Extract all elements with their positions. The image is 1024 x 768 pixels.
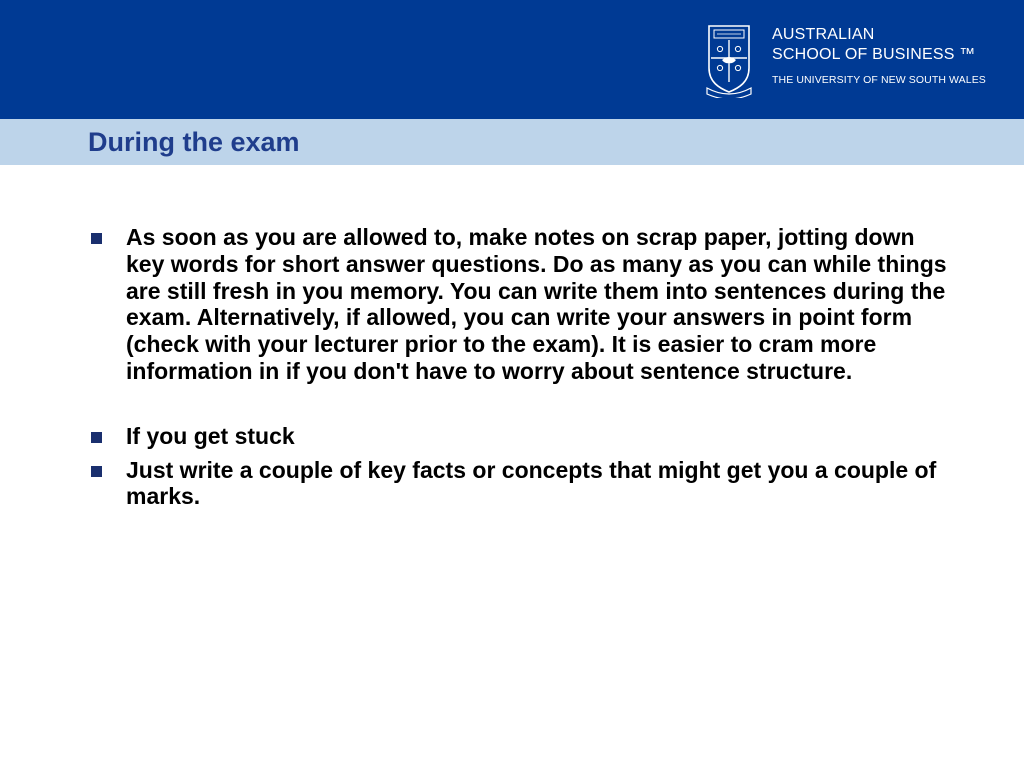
header-banner	[0, 0, 1024, 119]
bullet-item	[88, 224, 948, 385]
bullet-item	[88, 423, 948, 450]
slide-title: During the exam	[88, 127, 300, 157]
brand-name-line1: AUSTRALIAN	[772, 26, 875, 43]
brand-name-line2: SCHOOL OF BUSINESS ™	[772, 46, 976, 63]
school-brand	[772, 25, 986, 86]
bullet-text: Just write a couple of key facts or concepts that might get you a couple of marks.	[126, 456, 937, 510]
square-bullet-icon	[91, 466, 102, 477]
bullet-text: If you get stuck	[126, 422, 295, 449]
square-bullet-icon	[91, 432, 102, 443]
bullet-text: As soon as you are allowed to, make notes on scrap paper, jotting down key words for short answer questions. Do as many as you can while things are still fresh in you memory. You can write them into sentences during the exam. Alternatively, if allowed, you can write your answers in point form (check with your lecturer prior to the exam). It is easier to cram more information in if you don't have to worry about sentence structure.	[126, 224, 947, 384]
university-name: THE UNIVERSITY OF NEW SOUTH WALES	[772, 74, 986, 86]
university-crest-icon	[706, 24, 752, 98]
bullet-list	[88, 224, 948, 510]
square-bullet-icon	[91, 233, 102, 244]
bullet-item	[88, 457, 948, 511]
